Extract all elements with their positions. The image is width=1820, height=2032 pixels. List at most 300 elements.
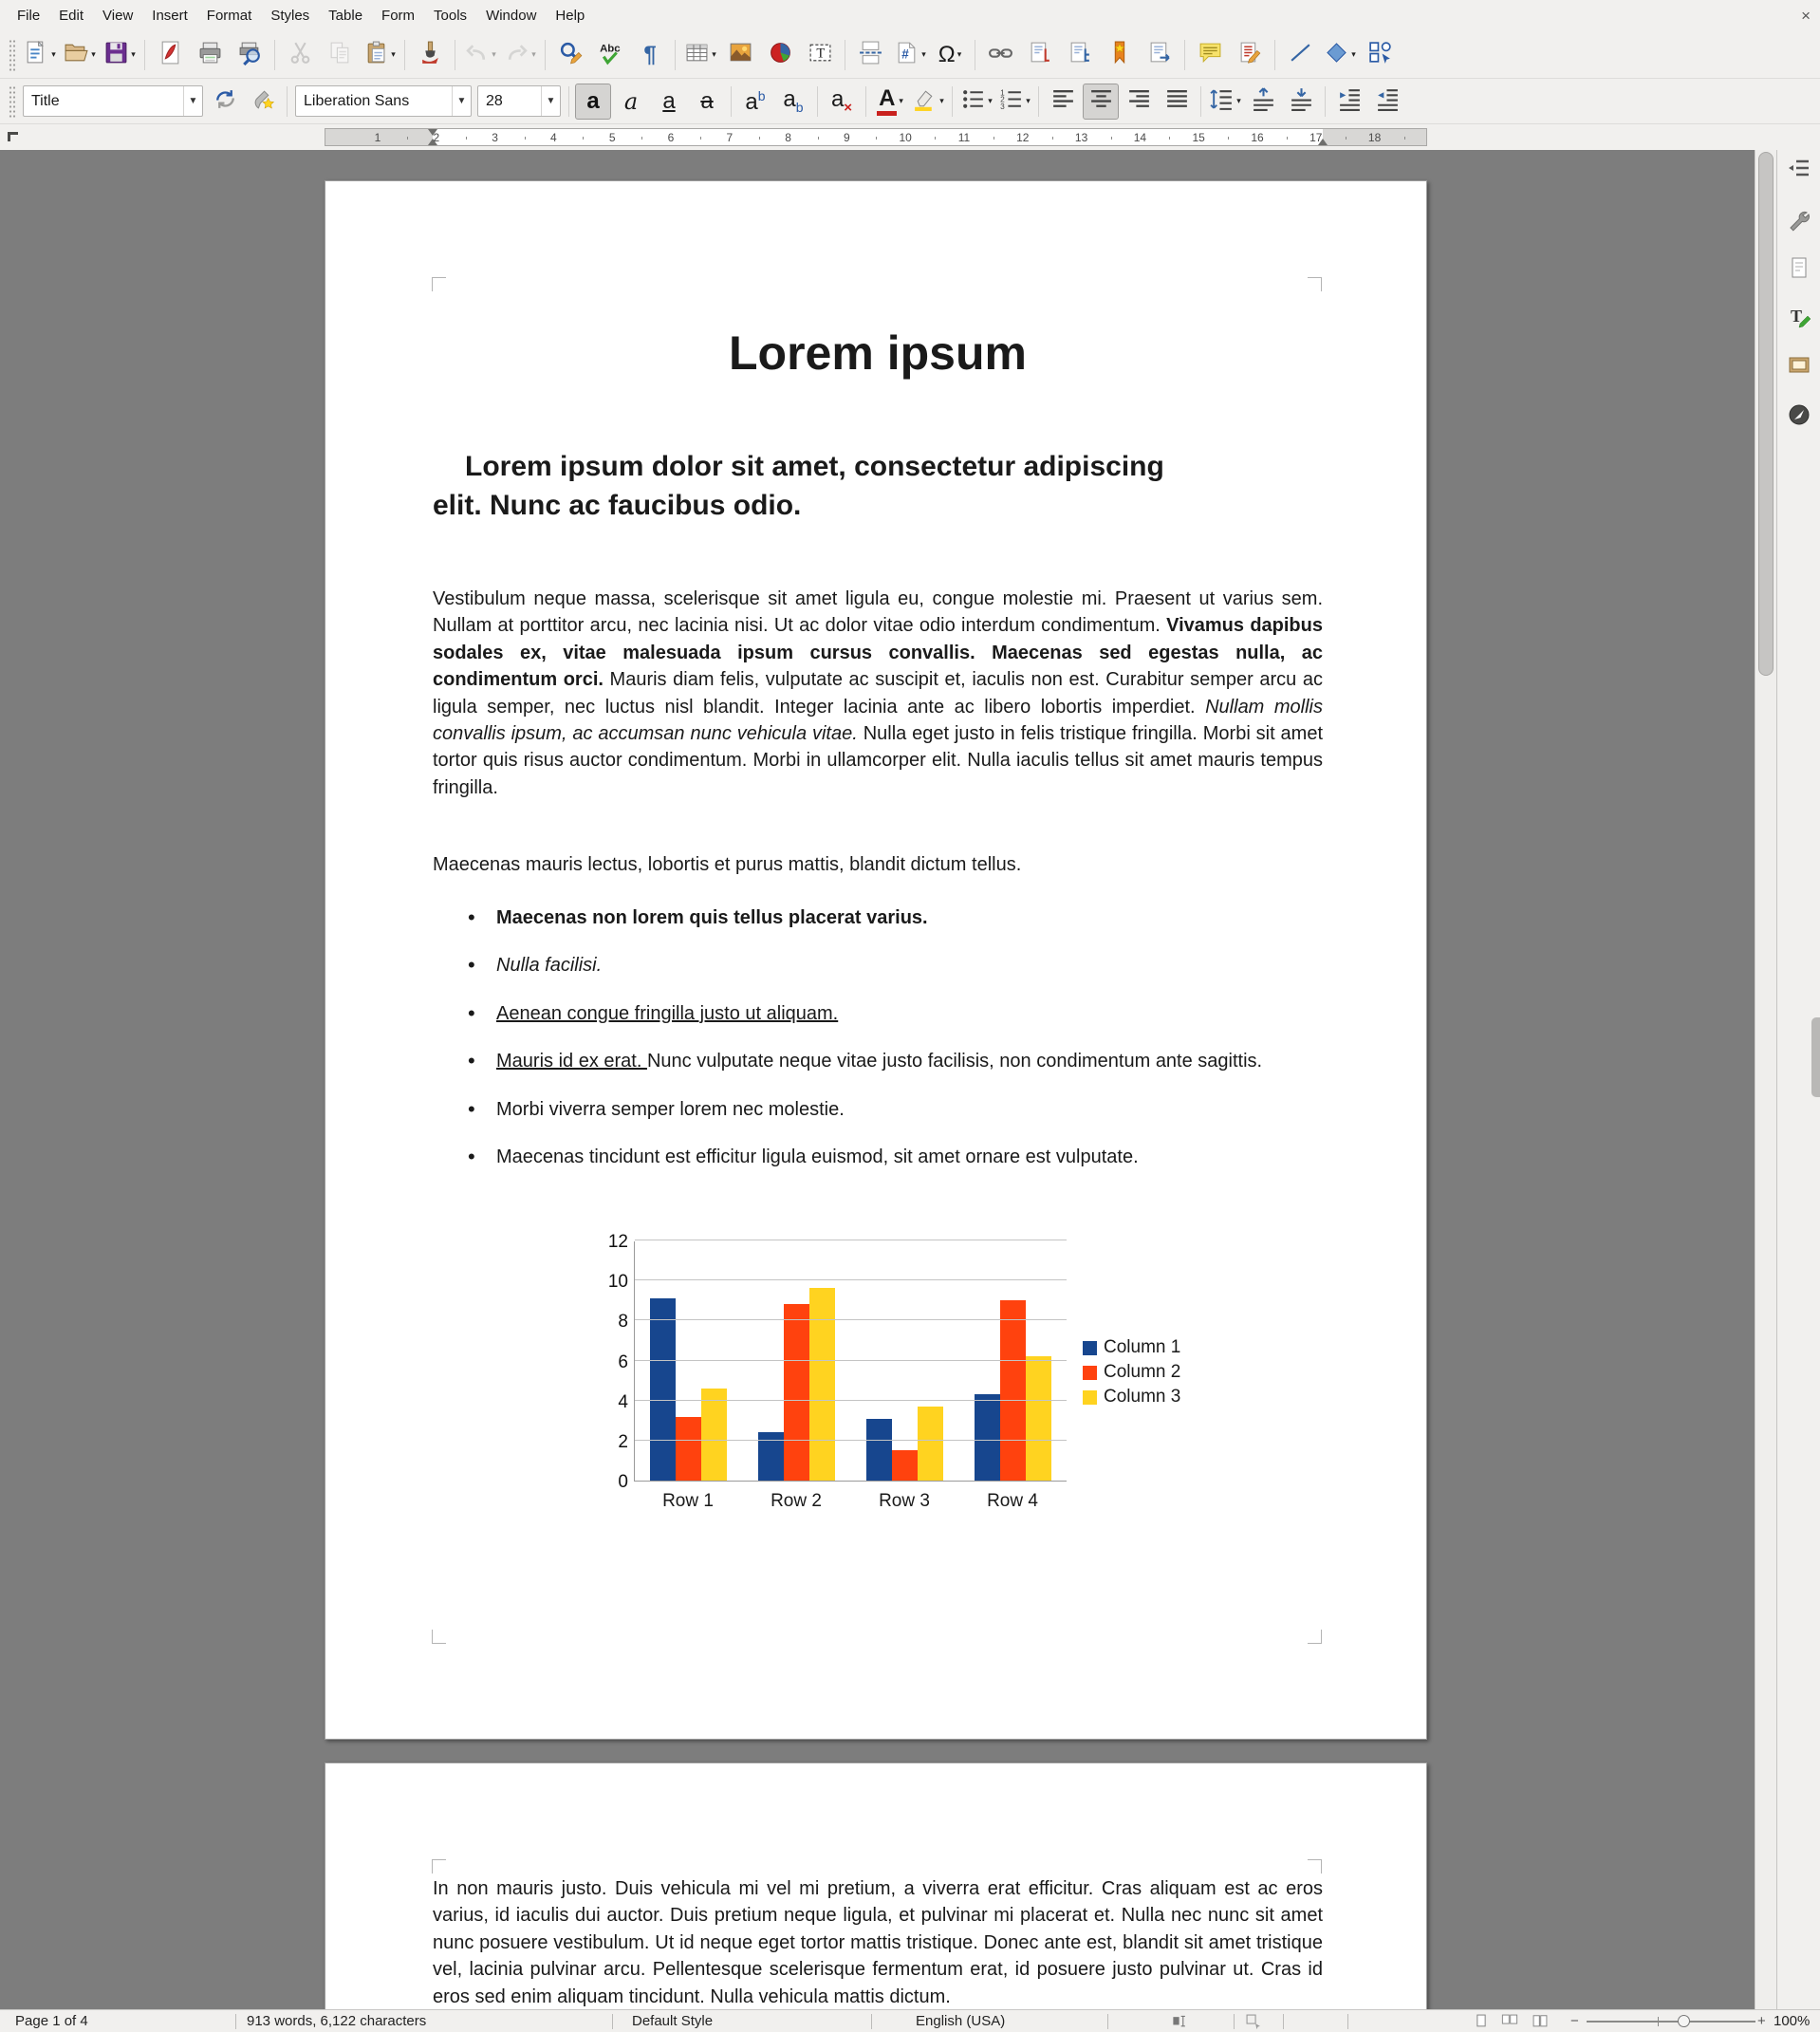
menu-edit[interactable]: Edit xyxy=(59,8,84,24)
ruler-tick xyxy=(1111,137,1112,140)
font-name-value[interactable]: Liberation Sans xyxy=(304,92,410,109)
find-and-replace-button[interactable] xyxy=(551,36,589,74)
toolbar-separator xyxy=(731,86,732,117)
menu-format[interactable]: Format xyxy=(206,8,252,24)
chart-x-label: Row 3 xyxy=(879,1491,930,1511)
menu-items xyxy=(8,0,594,31)
basic-shapes-dropdown-icon[interactable]: ▾ xyxy=(1351,49,1356,59)
spelling-icon xyxy=(598,40,623,70)
menu-file[interactable]: File xyxy=(17,8,41,24)
ordered-list-button[interactable] xyxy=(996,84,1032,120)
insert-text-box-icon xyxy=(808,40,833,70)
insert-special-character-button[interactable] xyxy=(931,36,969,74)
redo-icon xyxy=(504,40,529,70)
redo-dropdown-icon[interactable]: ▾ xyxy=(531,49,536,59)
export-pdf-button[interactable] xyxy=(151,36,189,74)
chart-bar xyxy=(866,1419,892,1481)
toolbar-separator xyxy=(274,40,275,70)
show-draw-functions-icon xyxy=(1367,40,1393,70)
zoom-out-icon[interactable]: − xyxy=(1570,2013,1579,2029)
svg-text:1: 1 xyxy=(1000,86,1005,97)
chart-bar xyxy=(784,1304,809,1481)
ruler-number: 8 xyxy=(785,131,791,144)
legend-color-swatch xyxy=(1083,1390,1097,1405)
menu-window[interactable]: Window xyxy=(486,8,537,24)
justified-button[interactable] xyxy=(1159,84,1195,120)
sidebar-tab-properties[interactable] xyxy=(1784,207,1814,237)
body-paragraph-2[interactable]: Maecenas mauris lectus, lobortis et purus mattis, blandit dictum tellus. xyxy=(433,854,1022,875)
insert-special-character-dropdown-icon[interactable]: ▾ xyxy=(956,49,962,59)
paste-dropdown-icon[interactable]: ▾ xyxy=(391,49,396,59)
paste-icon xyxy=(363,40,389,70)
insert-bookmark-button[interactable] xyxy=(1101,36,1139,74)
separator xyxy=(871,2014,872,2029)
margin-corner-mark xyxy=(432,1630,446,1644)
ruler-tick xyxy=(1404,137,1405,140)
separator xyxy=(612,2014,613,2029)
open-button[interactable] xyxy=(61,36,99,74)
chart-y-tick-label: 8 xyxy=(618,1312,628,1333)
insert-chart-button[interactable] xyxy=(761,36,799,74)
print-button[interactable] xyxy=(191,36,229,74)
insert-hyperlink-icon xyxy=(988,40,1013,70)
ruler-tick xyxy=(1169,137,1170,140)
update-style-button[interactable] xyxy=(207,84,243,120)
chart-gridline xyxy=(635,1279,1067,1280)
insert-endnote-icon xyxy=(1068,40,1093,70)
menu-tools[interactable]: Tools xyxy=(434,8,468,24)
basic-shapes-icon xyxy=(1324,40,1349,70)
menu-styles[interactable]: Styles xyxy=(270,8,310,24)
increase-indent-icon xyxy=(1337,86,1363,117)
insert-line-icon xyxy=(1288,40,1313,70)
status-page-style[interactable]: Default Style xyxy=(632,2013,714,2029)
ordered-list-icon xyxy=(998,86,1024,117)
align-center-button[interactable] xyxy=(1083,84,1119,120)
chart-bar xyxy=(1026,1356,1051,1481)
chart-x-axis-labels xyxy=(634,1491,1067,1512)
embedded-bar-chart[interactable] xyxy=(587,1233,1252,1560)
insert-footnote-icon xyxy=(1028,40,1053,70)
highlight-color-dropdown-icon[interactable]: ▾ xyxy=(939,96,944,105)
vertical-scrollbar[interactable] xyxy=(1755,150,1776,2009)
menu-insert[interactable]: Insert xyxy=(152,8,188,24)
toolbar-separator xyxy=(1038,86,1039,117)
bullet-item[interactable]: • Morbi viverra semper lorem nec molestie. xyxy=(433,1096,1323,1123)
separator xyxy=(1283,2014,1284,2029)
insert-table-dropdown-icon[interactable]: ▾ xyxy=(712,49,716,59)
zoom-slider-tick xyxy=(1658,2017,1659,2026)
toolbar-separator xyxy=(287,86,288,117)
paragraph-text-bold: Vivamus dapibus sodales ex, vitae malesuada ipsum cursus convallis. Maecenas sed egestas nulla, ac condimentum orci. xyxy=(433,615,1323,691)
undo-button[interactable] xyxy=(461,36,499,74)
clear-formatting-icon: $a_\times$ xyxy=(830,85,853,116)
toolbar-separator xyxy=(865,86,866,117)
ruler-number: 1 xyxy=(374,131,381,144)
insert-table-button[interactable] xyxy=(681,36,719,74)
insert-special-character-icon: Ω xyxy=(938,41,956,67)
toolbar-separator xyxy=(1200,86,1201,117)
status-word-count[interactable]: 913 words, 6,122 characters xyxy=(247,2013,427,2029)
paragraph-style-dropdown-icon[interactable]: ▼ xyxy=(183,86,202,116)
track-changes-button[interactable] xyxy=(1231,36,1269,74)
zoom-in-icon[interactable]: + xyxy=(1757,2013,1766,2029)
print-preview-button[interactable] xyxy=(231,36,269,74)
unordered-list-icon xyxy=(960,86,986,117)
paste-button[interactable] xyxy=(361,36,399,74)
toolbar-separator xyxy=(568,86,569,117)
separator xyxy=(235,2014,236,2029)
legend-color-swatch xyxy=(1083,1366,1097,1380)
clone-formatting-button[interactable] xyxy=(411,36,449,74)
margin-corner-mark xyxy=(1308,1859,1322,1874)
single-page-view-icon[interactable] xyxy=(1473,2013,1490,2030)
insert-footnote-button[interactable] xyxy=(1021,36,1059,74)
font-color-icon: A xyxy=(877,86,897,115)
highlight-color-button[interactable] xyxy=(910,84,946,120)
formatting-marks-button[interactable] xyxy=(631,36,669,74)
toolbar-separator xyxy=(1325,86,1326,117)
update-style-icon xyxy=(213,86,238,117)
ruler-tick xyxy=(876,137,877,140)
sidebar-tab-navigator[interactable] xyxy=(1784,401,1814,432)
ruler-number: 15 xyxy=(1192,131,1205,144)
ruler-number: 7 xyxy=(726,131,734,144)
ruler-tick xyxy=(818,137,819,140)
show-draw-functions-button[interactable] xyxy=(1361,36,1399,74)
chart-bar-group xyxy=(635,1241,743,1481)
ruler-tick xyxy=(466,137,467,140)
track-changes-icon xyxy=(1237,40,1263,70)
ruler-number: 2 xyxy=(433,131,440,144)
toolbar-separator xyxy=(1274,40,1275,70)
copy-button[interactable] xyxy=(321,36,359,74)
chart-gridline xyxy=(635,1400,1067,1401)
line-spacing-dropdown-icon[interactable]: ▾ xyxy=(1236,96,1241,105)
svg-text:3: 3 xyxy=(1000,101,1005,111)
document-area xyxy=(0,150,1820,2009)
toolbar-separator xyxy=(817,86,818,117)
standard-toolbar xyxy=(0,31,1820,79)
insert-hyperlink-button[interactable] xyxy=(981,36,1019,74)
subscript-button[interactable] xyxy=(775,84,811,120)
new-document-button[interactable] xyxy=(21,36,59,74)
toolbar-separator xyxy=(545,40,546,70)
book-view-icon[interactable] xyxy=(1532,2013,1549,2030)
justified-icon xyxy=(1164,86,1190,117)
print-preview-icon xyxy=(237,40,263,70)
sidebar-settings-icon xyxy=(1787,156,1811,185)
italic-button[interactable] xyxy=(613,84,649,120)
ruler-number: 18 xyxy=(1367,131,1382,144)
align-center-icon xyxy=(1088,86,1114,117)
ruler-tick xyxy=(641,137,642,140)
line-spacing-icon xyxy=(1209,86,1235,117)
insert-comment-icon xyxy=(1198,40,1223,70)
align-left-icon xyxy=(1050,86,1076,117)
ordered-list-dropdown-icon[interactable]: ▾ xyxy=(1026,96,1031,105)
menu-view[interactable]: View xyxy=(102,8,134,24)
toolbar-grip[interactable] xyxy=(9,39,15,71)
basic-shapes-button[interactable] xyxy=(1321,36,1359,74)
legend-color-swatch xyxy=(1083,1341,1097,1355)
insert-cross-reference-icon xyxy=(1147,40,1173,70)
ruler-number: 17 xyxy=(1309,131,1323,144)
insert-table-icon xyxy=(684,40,710,70)
svg-text:T: T xyxy=(1791,306,1803,326)
insert-chart-icon xyxy=(768,40,793,70)
insert-line-button[interactable] xyxy=(1281,36,1319,74)
properties-icon xyxy=(1787,208,1811,237)
ruler-number: 16 xyxy=(1251,131,1264,144)
redo-button[interactable] xyxy=(501,36,539,74)
copy-icon xyxy=(327,40,353,70)
insert-field-dropdown-icon[interactable]: ▾ xyxy=(921,49,926,59)
font-size-value[interactable]: 28 xyxy=(486,92,503,109)
horizontal-ruler[interactable] xyxy=(0,124,1820,150)
sidebar-tab-styles[interactable] xyxy=(1784,303,1814,333)
open-dropdown-icon[interactable]: ▾ xyxy=(91,49,96,59)
insert-bookmark-icon xyxy=(1107,40,1133,70)
chart-bar-group xyxy=(743,1241,851,1481)
subscript-icon: $a_b$ xyxy=(783,86,804,115)
chart-x-label: Row 1 xyxy=(662,1491,714,1511)
multi-page-view-icon[interactable] xyxy=(1501,2013,1518,2030)
decrease-paragraph-spacing-button[interactable] xyxy=(1283,84,1319,120)
svg-text:#: # xyxy=(901,47,910,62)
status-language[interactable]: English (USA) xyxy=(916,2013,1006,2029)
chart-y-tick-label: 10 xyxy=(607,1272,628,1293)
chart-y-tick-label: 12 xyxy=(607,1232,628,1252)
insert-field-icon xyxy=(894,40,919,70)
toolbar-separator xyxy=(952,86,953,117)
svg-text:T: T xyxy=(815,46,825,62)
chart-bar xyxy=(975,1394,1000,1481)
ruler-number: 5 xyxy=(608,131,616,144)
new-style-button[interactable] xyxy=(245,84,281,120)
bold-button[interactable] xyxy=(575,84,611,120)
margin-corner-mark xyxy=(1308,277,1322,291)
legend-entry xyxy=(1083,1360,1180,1385)
ruler-number: 13 xyxy=(1074,131,1088,144)
chart-legend xyxy=(1083,1335,1180,1409)
bullet-item[interactable]: • Mauris id ex erat. Nunc vulputate neque vitae justo facilisis, non condimentum ante sagittis. xyxy=(433,1048,1323,1074)
margin-corner-mark xyxy=(432,1859,446,1874)
unordered-list-dropdown-icon[interactable]: ▾ xyxy=(988,96,993,105)
export-pdf-icon xyxy=(158,40,183,70)
styles-icon xyxy=(1787,304,1811,333)
sidebar-tab-page[interactable] xyxy=(1784,254,1814,285)
chart-y-tick-label: 4 xyxy=(618,1391,628,1412)
decrease-indent-button[interactable] xyxy=(1369,84,1405,120)
line-spacing-button[interactable] xyxy=(1207,84,1243,120)
bold-icon: a xyxy=(586,87,600,114)
highlight-color-icon xyxy=(912,86,938,117)
strikethrough-button[interactable] xyxy=(689,84,725,120)
superscript-button[interactable] xyxy=(737,84,773,120)
save-icon xyxy=(103,40,129,70)
menu-help[interactable]: Help xyxy=(555,8,585,24)
body-paragraph-1[interactable] xyxy=(433,586,1323,801)
decrease-paragraph-spacing-icon xyxy=(1289,86,1314,117)
new-document-dropdown-icon[interactable]: ▾ xyxy=(51,49,56,59)
insert-field-button[interactable] xyxy=(891,36,929,74)
chart-gridline xyxy=(635,1360,1067,1361)
underline-button[interactable] xyxy=(651,84,687,120)
paragraph-style-combobox[interactable] xyxy=(23,85,203,117)
ruler-tick xyxy=(525,137,526,140)
legend-label: Column 1 xyxy=(1104,1337,1181,1357)
chart-x-label: Row 4 xyxy=(987,1491,1038,1511)
document-title[interactable]: Lorem ipsum xyxy=(729,326,1027,380)
print-icon xyxy=(197,40,223,70)
ruler-number: 11 xyxy=(957,131,971,144)
ruler-tick xyxy=(759,137,760,140)
chart-gridline xyxy=(635,1440,1067,1441)
font-name-dropdown-icon[interactable]: ▼ xyxy=(452,86,471,116)
open-icon xyxy=(64,40,89,70)
subtitle-heading[interactable] xyxy=(433,447,1329,525)
undo-dropdown-icon[interactable]: ▾ xyxy=(492,49,496,59)
margin-corner-mark xyxy=(1308,1630,1322,1644)
chart-y-tick-label: 0 xyxy=(618,1472,628,1492)
menu-table[interactable]: Table xyxy=(328,8,363,24)
bullet-item[interactable]: • Maecenas tincidunt est efficitur ligula euismod, sit amet ornare est vulputate. xyxy=(433,1144,1323,1170)
align-left-button[interactable] xyxy=(1045,84,1081,120)
toolbar-separator xyxy=(144,40,145,70)
font-color-dropdown-icon[interactable]: ▾ xyxy=(899,96,903,105)
heading-line-1: Lorem ipsum dolor sit amet, consectetur adipiscing xyxy=(465,451,1164,482)
increase-indent-button[interactable] xyxy=(1331,84,1367,120)
zoom-slider-track[interactable] xyxy=(1587,2021,1755,2023)
ruler-tick xyxy=(935,137,936,140)
italic-icon: a xyxy=(623,87,639,115)
font-color-button[interactable] xyxy=(872,84,908,120)
ruler-tick xyxy=(407,137,408,140)
insert-cross-reference-button[interactable] xyxy=(1141,36,1179,74)
cut-button[interactable] xyxy=(281,36,319,74)
paragraph-text-normal: Nulla eget justo in felis tristique fringilla. Morbi sit amet tortor quis risus auctor condimentum. Morbi in ullamcorper elit. Nulla iaculis tellus sit amet mauris tempus fringilla. xyxy=(433,723,1324,798)
undo-icon xyxy=(464,40,490,70)
legend-entry xyxy=(1083,1385,1180,1409)
toolbar-grip[interactable] xyxy=(9,85,15,118)
ruler-number: 12 xyxy=(1016,131,1030,144)
close-icon[interactable]: × xyxy=(1801,7,1811,25)
menu-form[interactable]: Form xyxy=(381,8,416,24)
chart-bar xyxy=(676,1417,701,1481)
margin-corner-mark xyxy=(432,277,446,291)
chart-plot-area xyxy=(634,1241,1067,1482)
chart-bars xyxy=(635,1241,1067,1481)
chart-bar-group xyxy=(958,1241,1067,1481)
chart-bar-group xyxy=(851,1241,959,1481)
overwrite-mode-icon[interactable] xyxy=(1172,2013,1189,2030)
insert-image-button[interactable] xyxy=(721,36,759,74)
chart-x-label: Row 2 xyxy=(771,1491,822,1511)
align-right-icon xyxy=(1126,86,1152,117)
underline-icon: a xyxy=(662,87,676,114)
paragraph-text-normal: Vestibulum neque massa, scelerisque sit amet ligula eu, congue molestie mi. Praesent ut varius sem. Nullam at porttitor arcu, nec lacinia nisi. Ut ac dolor vitae odio interdum condimentum. xyxy=(433,588,1323,637)
bullet-item[interactable]: • Nulla facilisi. xyxy=(433,952,1323,979)
status-page-number[interactable]: Page 1 of 4 xyxy=(15,2013,88,2029)
align-right-button[interactable] xyxy=(1121,84,1157,120)
font-size-dropdown-icon[interactable]: ▼ xyxy=(541,86,560,116)
unordered-list-button[interactable] xyxy=(958,84,994,120)
ruler-number: 3 xyxy=(492,131,498,144)
toolbar-separator xyxy=(675,40,676,70)
insert-page-break-icon xyxy=(858,40,883,70)
ruler-strip[interactable] xyxy=(325,128,1427,146)
gallery-icon xyxy=(1787,352,1811,382)
save-dropdown-icon[interactable]: ▾ xyxy=(131,49,136,59)
chart-bar xyxy=(809,1288,835,1481)
menu-bar xyxy=(0,0,1820,31)
strikethrough-icon: a xyxy=(700,87,714,114)
superscript-icon: $a^b$ xyxy=(745,87,766,115)
ruler-tick xyxy=(583,137,584,140)
clear-formatting-button[interactable] xyxy=(824,84,860,120)
paragraph-style-value[interactable]: Title xyxy=(31,92,60,109)
tab-stop-selector-icon[interactable] xyxy=(8,132,18,141)
font-name-combobox[interactable] xyxy=(295,85,472,117)
spelling-button[interactable] xyxy=(591,36,629,74)
selection-mode-icon[interactable] xyxy=(1245,2013,1262,2030)
page-icon xyxy=(1787,255,1811,285)
status-zoom-level[interactable]: 100% xyxy=(1774,2013,1811,2029)
bullet-list[interactable] xyxy=(433,904,1323,1191)
paragraph-text-normal: Mauris diam felis, vulputate ac suscipit et, iaculis non est. Curabitur semper arcu ac ligula semper, nec luctus nisl blandit. Integer lacinia ante ac libero lobortis imperdiet. xyxy=(433,669,1323,718)
sidebar-hide-grip[interactable] xyxy=(1811,1017,1820,1097)
legend-entry xyxy=(1083,1335,1180,1360)
ruler-tick xyxy=(1228,137,1229,140)
insert-endnote-button[interactable] xyxy=(1061,36,1099,74)
cut-icon xyxy=(288,40,313,70)
ruler-number: 9 xyxy=(844,131,850,144)
sidebar-tab-gallery[interactable] xyxy=(1784,351,1814,382)
ruler-number: 10 xyxy=(899,131,912,144)
page-1[interactable] xyxy=(325,180,1427,1740)
separator xyxy=(1234,2014,1235,2029)
svg-text:2: 2 xyxy=(1000,94,1005,104)
new-style-icon xyxy=(251,86,276,117)
increase-paragraph-spacing-button[interactable] xyxy=(1245,84,1281,120)
decrease-indent-icon xyxy=(1375,86,1401,117)
ruler-number: 6 xyxy=(667,131,675,144)
ruler-tick xyxy=(1287,137,1288,140)
ruler-number: 14 xyxy=(1133,131,1147,144)
new-document-icon xyxy=(24,40,49,70)
chart-bar xyxy=(892,1450,918,1481)
chart-bar xyxy=(701,1389,727,1481)
legend-label: Column 3 xyxy=(1104,1387,1181,1407)
scrollbar-thumb[interactable] xyxy=(1758,152,1774,676)
save-button[interactable] xyxy=(101,36,139,74)
legend-label: Column 2 xyxy=(1104,1362,1181,1382)
insert-page-break-button[interactable] xyxy=(851,36,889,74)
insert-image-icon xyxy=(728,40,753,70)
font-size-combobox[interactable] xyxy=(477,85,561,117)
insert-text-box-button[interactable] xyxy=(801,36,839,74)
ruler-tick xyxy=(700,137,701,140)
insert-comment-button[interactable] xyxy=(1191,36,1229,74)
page2-paragraph[interactable]: In non mauris justo. Duis vehicula mi vel mi pretium, a viverra erat efficitur. Cras aliquam est ac eros varius, id iaculis dui auctor. Duis pretium neque ligula, et pulvinar mi placerat et. Nulla nec nunc sit amet nunc posuere vestibulum. Ut id neque eget tortor mattis tristique. Donec ante est, blandit sit amet tristique vel, lacinia pulvinar arcu. Pellentesque scelerisque fermentum erat, id posuere justo pulvinar ut. Cras id eros sed enim aliquam tincidunt. Nulla vehicula mattis dictum. xyxy=(433,1878,1323,2007)
chart-bar xyxy=(650,1298,676,1481)
bullet-item[interactable]: • Aenean congue fringilla justo ut aliquam. xyxy=(433,1000,1323,1027)
bullet-item[interactable]: • Maecenas non lorem quis tellus placerat varius. xyxy=(433,904,1323,931)
page-2[interactable] xyxy=(325,1762,1427,2009)
sidebar-tab-sidebar-settings[interactable] xyxy=(1784,155,1814,185)
zoom-slider-thumb[interactable] xyxy=(1678,2015,1690,2027)
